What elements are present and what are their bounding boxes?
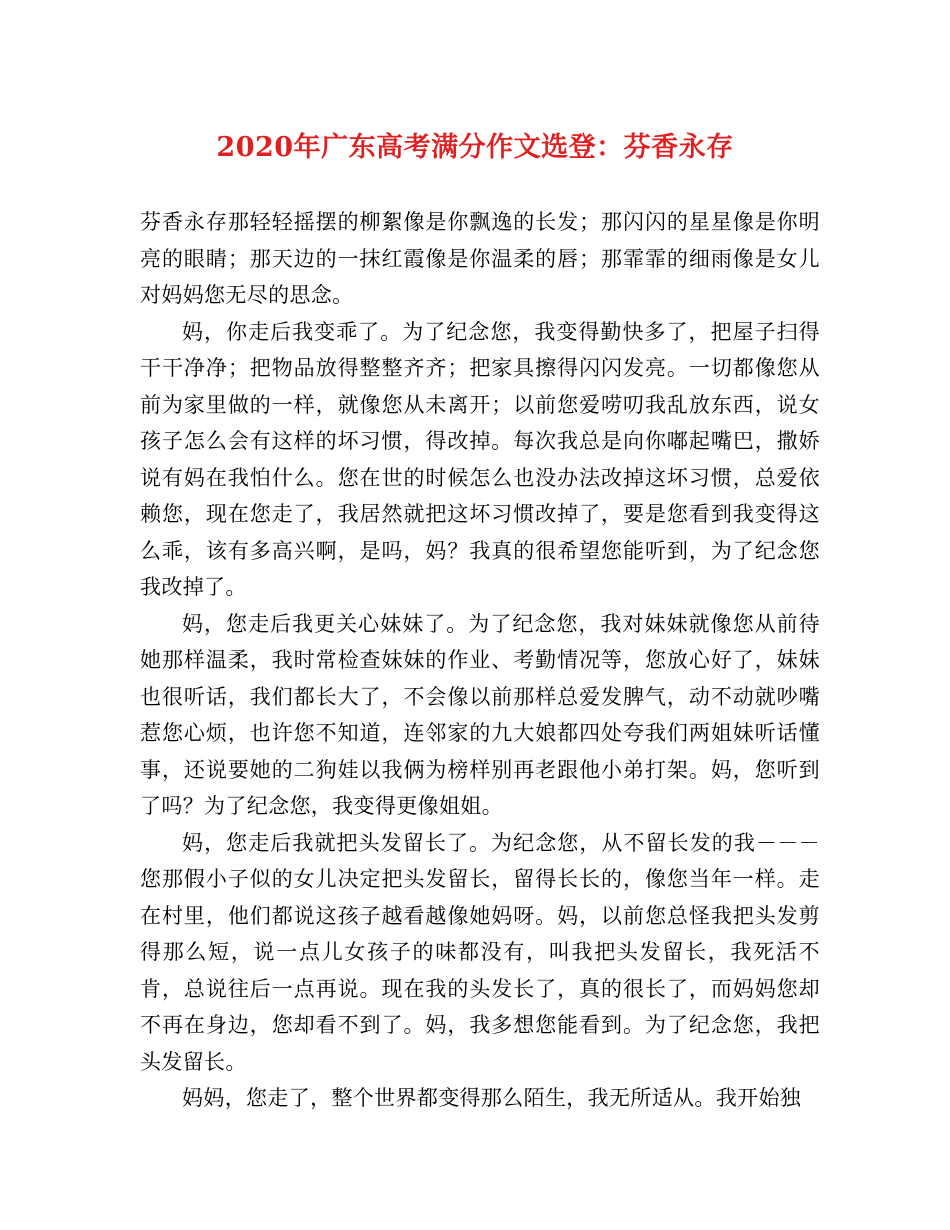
document-title: 2020年广东高考满分作文选登：芬香永存 xyxy=(216,132,734,163)
paragraph-1: 芬香永存那轻轻摇摆的柳絮像是你飘逸的长发；那闪闪的星星像是你明亮的眼睛；那天边的一抹红霞像是你温柔的唇；那霏霏的细雨像是女儿对妈妈您无尽的思念。 xyxy=(140,210,820,307)
paragraph-5: 妈妈，您走了，整个世界都变得那么陌生，我无所适从。我开始独 xyxy=(182,1086,802,1110)
paragraph-4: 妈，您走后我就把头发留长了。为纪念您，从不留长发的我－－－您那假小子似的女儿决定把头发留长，留得长长的，像您当年一样。走在村里，他们都说这孩子越看越像她妈呀。妈，以前您总怪我把头发剪得那么短，说一点儿女孩子的味都没有，叫我把头发留长，我死活不肯，总说往后一点再说。现在我的头发长了，真的很长了，而妈妈您却不再在身边，您却看不到了。妈，我多想您能看到。为了纪念您，我把头发留长。 xyxy=(140,830,820,1074)
essay-body xyxy=(140,204,820,1117)
paragraph-3: 妈，您走后我更关心妹妹了。为了纪念您，我对妹妹就像您从前待她那样温柔，我时常检查妹妹的作业、考勤情况等，您放心好了，妹妹也很听话，我们都长大了，不会像以前那样总爱发脾气，动不动就吵嘴惹您心烦，也许您不知道，连邻家的九大娘都四处夸我们两姐妹听话懂事，还说要她的二狗娃以我俩为榜样别再老跟他小弟打架。妈，您听到了吗？为了纪念您，我变得更像姐姐。 xyxy=(140,611,820,818)
paragraph-2: 妈，你走后我变乖了。为了纪念您，我变得勤快多了，把屋子扫得干干净净；把物品放得整整齐齐；把家具擦得闪闪发亮。一切都像您从前为家里做的一样，就像您从未离开；以前您爱唠叨我乱放东西，说女孩子怎么会有这样的坏习惯，得改掉。每次我总是向你嘟起嘴巴，撒娇说有妈在我怕什么。您在世的时候怎么也没办法改掉这坏习惯，总爱依赖您，现在您走了，我居然就把这坏习惯改掉了，要是您看到我变得这么乖，该有多高兴啊，是吗，妈？我真的很希望您能听到，为了纪念您我改掉了。 xyxy=(140,319,820,599)
